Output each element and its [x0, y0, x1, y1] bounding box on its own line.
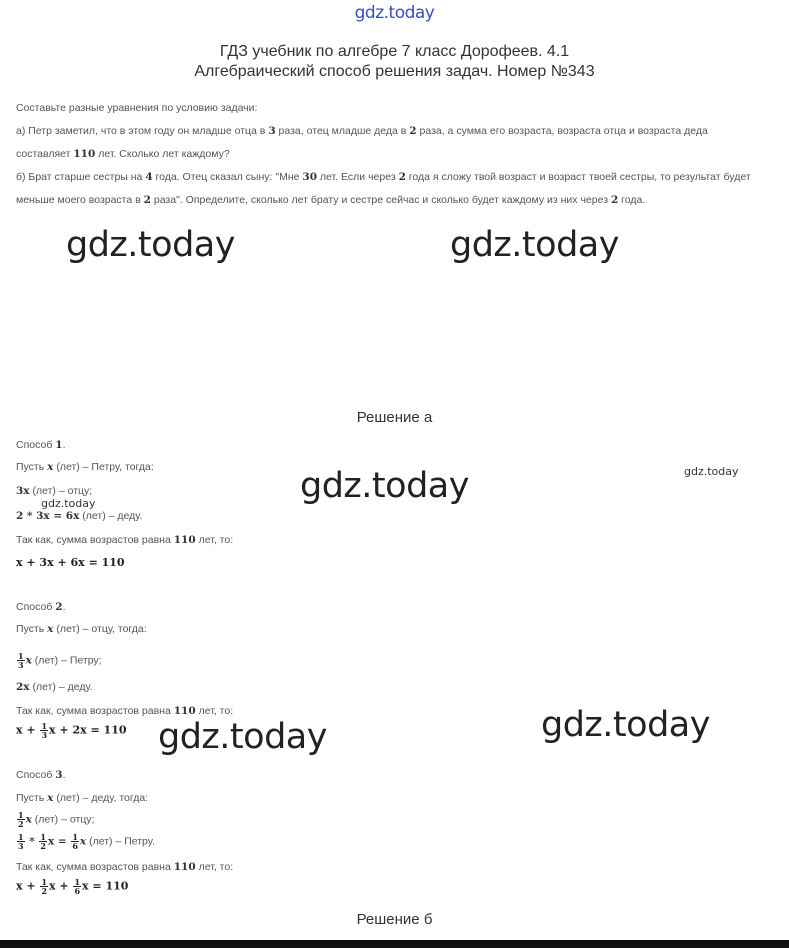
- task-b-line-1: б) Брат старше сестры на 4 года. Отец сказал сыну: "Мне 30 лет. Если через 2 года я сложу твой возраст и возраст твоей сестры, то результат будет: [16, 171, 751, 183]
- watermark: gdz.today: [541, 705, 710, 745]
- task-a-line-2: составляет 110 лет. Сколько лет каждому?: [16, 148, 230, 160]
- task-b-line-2: меньше моего возраста в 2 раза". Определите, сколько лет брату и сестре сейчас и сколько будет каждому из них через 2 года.: [16, 194, 646, 206]
- fraction: $\frac{1}{3}$: [18, 651, 24, 670]
- section-heading-solution-a: Решение а: [356, 409, 433, 426]
- method-1-grandfather: 2 * 3x = 6x (лет) – деду.: [16, 510, 143, 522]
- method-1-let: Пусть x (лет) – Петру, тогда:: [16, 461, 154, 473]
- method-3-sum: Так как, сумма возрастов равна 110 лет, то:: [16, 861, 234, 873]
- method-3-title: Способ 3.: [16, 769, 66, 781]
- method-3-let: Пусть x (лет) – деду, тогда:: [16, 792, 149, 804]
- task-intro: Составьте разные уравнения по условию задачи:: [16, 102, 258, 114]
- method-1-equation: x + 3x + 6x = 110: [16, 556, 125, 569]
- watermark: gdz.today: [450, 225, 619, 265]
- method-2-grandfather: 2x (лет) – деду.: [16, 681, 93, 693]
- watermark: gdz.today: [158, 717, 327, 757]
- method-3-equation: x + $\frac{1}{2}$ x + $\frac{1}{6}$ x = 110: [16, 877, 129, 896]
- method-3-peter: $\frac{1}{3}$ * $\frac{1}{2}$ x = $\frac{1}{6}$ x (лет) – Петру.: [18, 832, 155, 851]
- task-a-line-1: а) Петр заметил, что в этом году он младше отца в 3 раза, отец младше деда в 2 раза, а сумма его возраста, возраста отца и возраста деда: [16, 125, 708, 137]
- page-title-line-1: ГДЗ учебник по алгебре 7 класс Дорофеев. 4.1: [219, 43, 570, 60]
- watermark: gdz.today: [66, 225, 235, 265]
- method-1-title: Способ 1.: [16, 439, 66, 451]
- watermark: gdz.today: [41, 497, 96, 510]
- method-2-equation: x + $\frac{1}{3}$ x + 2x = 110: [16, 721, 127, 740]
- method-1-father: 3x (лет) – отцу;: [16, 485, 93, 497]
- site-logo[interactable]: gdz.today: [354, 3, 435, 23]
- method-2-peter: $\frac{1}{3}$ x (лет) – Петру;: [18, 651, 102, 670]
- watermark: gdz.today: [684, 465, 739, 478]
- page-title-line-2: Алгебраический способ решения задач. Номер №343: [194, 63, 595, 80]
- method-1-sum: Так как, сумма возрастов равна 110 лет, то:: [16, 534, 234, 546]
- bottom-edge: [0, 940, 789, 948]
- method-2-title: Способ 2.: [16, 601, 66, 613]
- section-heading-solution-b: Решение б: [356, 911, 433, 928]
- method-2-sum: Так как, сумма возрастов равна 110 лет, то:: [16, 705, 234, 717]
- watermark: gdz.today: [300, 466, 469, 506]
- method-2-let: Пусть x (лет) – отцу, тогда:: [16, 623, 147, 635]
- method-3-father: $\frac{1}{2}$ x (лет) – отцу;: [18, 810, 95, 829]
